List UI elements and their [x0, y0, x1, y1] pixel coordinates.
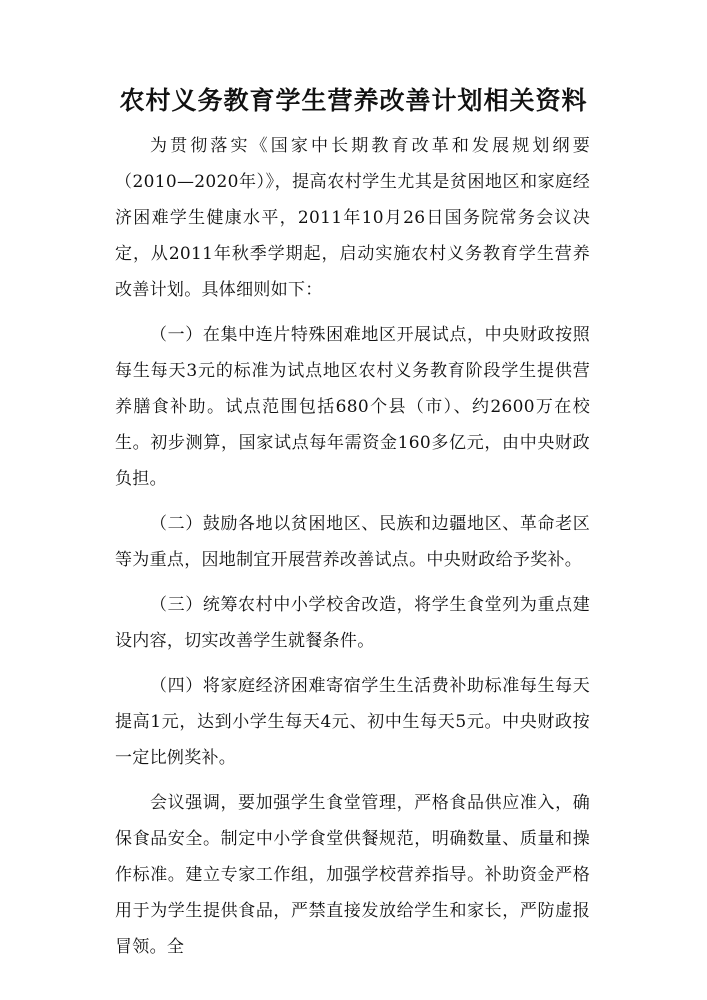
paragraph-intro: 为贯彻落实《国家中长期教育改革和发展规划纲要（2010—2020年）》，提高农村学生尤其是贫困地区和家庭经济困难学生健康水平，2011年10月26日国务院常务会议决定，从2011年秋季学期起，启动实施农村义务教育学生营养改善计划。具体细则如下： — [115, 136, 590, 300]
paragraph-item-3: （三）统筹农村中小学校舍改造，将学生食堂列为重点建设内容，切实改善学生就餐条件。 — [115, 595, 590, 651]
document-title: 农村义务教育学生营养改善计划相关资料 — [119, 86, 588, 115]
document-body — [115, 128, 590, 965]
paragraph-meeting-emphasis: 会议强调，要加强学生食堂管理，严格食品供应准入，确保食品安全。制定中小学食堂供餐规范，明确数量、质量和操作标准。建立专家工作组，加强学校营养指导。补助资金严格用于为学生提供食品，严禁直接发放给学生和家长，严防虚报冒领。全 — [115, 793, 590, 957]
paragraph-item-1: （一）在集中连片特殊困难地区开展试点，中央财政按照每生每天3元的标准为试点地区农村义务教育阶段学生提供营养膳食补助。试点范围包括680个县（市）、约2600万在校生。初步测算，国家试点每年需资金160多亿元，由中央财政负担。 — [115, 325, 590, 489]
paragraph-item-4: （四）将家庭经济困难寄宿学生生活费补助标准每生每天提高1元，达到小学生每天4元、初中生每天5元。中央财政按一定比例奖补。 — [115, 676, 590, 768]
paragraph-item-2: （二）鼓励各地以贫困地区、民族和边疆地区、革命老区等为重点，因地制宜开展营养改善试点。中央财政给予奖补。 — [115, 514, 590, 570]
